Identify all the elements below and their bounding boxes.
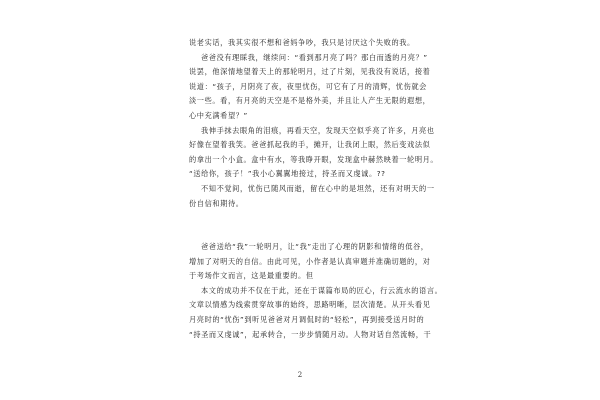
essay-body [189,36,439,211]
page-number: 2 [297,371,303,379]
text-line: 爸爸没有理睬我，继续问：“看到那月亮了吗？那白而透的月亮？” [201,52,428,62]
text-line: 增加了对明天的自信。由此可见，小作者是认真审题并准确切题的，对 [189,256,431,266]
commentary-body [189,240,443,342]
text-line: 的拿出一个小盒。盒中有水，等我睁开眼，发现盒中赫然映着一轮明月。 [189,154,439,164]
text-line: 于考场作文而言，这是最重要的。但 [189,271,314,281]
text-line: 好像在望着我笑。爸爸抓起我的手，摊开，让我闭上眼，然后变戏法似 [189,140,431,150]
text-line: 文章以情感为线索贯穿故事的始终，思路明晰，层次清楚。从开头看见 [189,300,431,310]
text-line: “送给你，孩子！”我小心翼翼地接过，持圣而又虔诚。?? [189,169,386,179]
text-line: 说罢，他深情地望着天上的那轮明月，过了片刻，见我没有说话，接着 [189,67,431,77]
text-line: 淡一些。看，有月亮的天空是不是格外美，并且让人产生无限的遐想， [189,96,431,106]
text-line: 心中充满希望？” [189,110,248,120]
text-line: 我伸手抹去眼角的泪痕，再看天空，发现天空似乎亮了许多，月亮也 [201,125,435,135]
text-line: 月亮时的“忧伤”到听见爸爸对月调侃时的“轻松”，再到接受送月时的 [189,314,425,324]
text-line: 爸爸送给“我”一轮明月，让“我”走出了心理的阴影和情绪的低谷， [201,242,429,251]
text-line: 说道：“孩子，月阴亮了夜，夜里忧伤，可它有了月的清辉，忧伤就会 [189,81,427,91]
text-line: 本文的成功并不仅在于此，还在于谋篇布局的匠心，行云流水的语言。 [201,285,443,295]
text-line: 份自信和期待。 [189,198,244,208]
text-line: “持圣而又虔诚”，起承转合，一步步情随月动。人物对话自然流畅，干 [189,329,432,339]
text-line: 不知不觉间，忧伤已随风而逝，留在心中的是坦然，还有对明天的一 [201,183,435,193]
text-line: 说老实话，我其实很不想和爸妈争吵，我只是讨厌这个失败的我。 [189,38,415,47]
